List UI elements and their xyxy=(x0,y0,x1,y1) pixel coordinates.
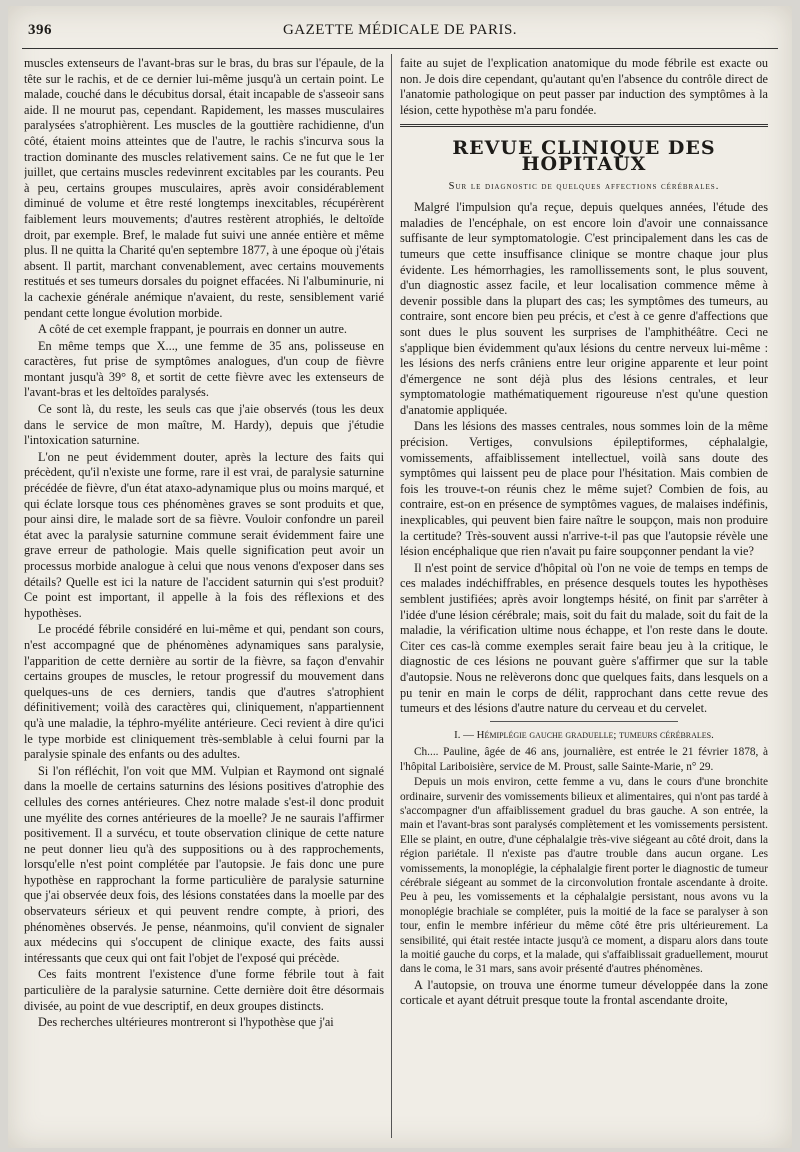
case-heading: I. — Hémiplégie gauche graduelle; tumeurs cérébrales. xyxy=(454,728,714,741)
paragraph: Malgré l'impulsion qu'a reçue, depuis quelques années, l'étude des maladies de l'encéphale, on est encore loin d'avoir une connaissance suffisante de leur symptomatologie. C'est principalement dans les cas de tumeurs que cette insuffisance clinique se montre chaque jour plus évidente. Les hémorrhagies, les ramollissements sont, le plus souvent, d'un diagnostic assez facile, et leur localisation commence même à devenir possible dans la plupart des cas; les symptômes des tumeurs, au contraire, sont encore bien peu précis, et c'est à ce genre d'affections que sont dues le plus souvent les surprises de l'amphithéâtre. Ceci ne s'applique bien évidemment qu'aux lésions du centre nerveux lui-même : les lésions des nerfs crâniens entre leur origine apparente et leur point d'émergence ne sont déjà plus des lésions centrales, et leur symptomatologie mathématiquement rigoureuse n'est qu'une question d'anatomie appliquée. xyxy=(400,200,768,417)
right-column xyxy=(400,56,768,1140)
section-subtitle: Sur le diagnostic de quelques affections cérébrales. xyxy=(448,180,720,192)
masthead-title: GAZETTE MÉDICALE DE PARIS. xyxy=(282,22,518,38)
paragraph: Ces faits montrent l'existence d'une forme fébrile tout à fait particulière de la paralysie saturnine. Cette dernière doit être désormais divisée, au point de vue descriptif, en deux groupes distincts. xyxy=(24,967,384,1013)
paragraph: Des recherches ultérieures montreront si l'hypothèse que j'ai xyxy=(38,1015,334,1030)
paragraph: muscles extenseurs de l'avant-bras sur le bras, du bras sur l'épaule, de la tête sur le rachis, et de ce dernier lui-même jusqu'à un certain point. Le malade, couché dans le décubitus dorsal, était incapable de s'asseoir sans aide. Il ne mourut pas, cependant. Rapidement, les masses musculaires paralysées s'atrophièrent. Les muscles de la gouttière rachidienne, d'un côté, étaient moins atteintes que de l'autre, le rachis s'incurva sous la traction dominante des muscles relativement sains. Ce ne fut que le 1er juillet, que certains muscles redevinrent excitables par les courants. Peu à peu, certains groupes musculaires, après avoir considérablement diminué de volume et être resté longtemps inexcitables, récupérèrent faiblement leurs mouvements; d'autres restèrent atrophiés, le deltoïde droit, par exemple. Bref, le malade fut suivi une année entière et même plus. Il ne quitta la Charité qu'en septembre 1877, à une époque où j'étais absent. Il partit, marchant convenablement, avec certains mouvements restitués et ses tumeurs dorsales du poignet effacées. Ni l'albuminurie, ni la cachexie générale anémique n'avaient, du reste, sensiblement varié pendant cette longue évolution morbide. xyxy=(24,56,384,320)
paragraph: A côté de cet exemple frappant, je pourrais en donner un autre. xyxy=(38,322,348,337)
column-divider xyxy=(391,54,392,1138)
section-title: REVUE CLINIQUE DES HOPITAUX xyxy=(452,137,716,175)
header-rule xyxy=(22,48,778,49)
running-header xyxy=(22,20,778,46)
paragraph: Ce sont là, du reste, les seuls cas que j'aie observés (tous les deux dans le service de mon maître, M. Hardy), depuis que j'étudie l'intoxication saturnine. xyxy=(24,402,384,448)
section-rule xyxy=(400,124,768,127)
page-number: 396 xyxy=(28,22,52,38)
paragraph: Depuis un mois environ, cette femme a vu, dans le cours d'une bronchite ordinaire, survenir des vomissements bilieux et alimentaires, qui n'ont pas tardé à s'accompagner d'un affaiblissement graduel du bras gauche. A son entrée, la main et l'avant-bras sont paralysés complètement et les vomissements persistent. Elle se plaint, en outre, d'une céphalalgie très-vive siégeant au côté droit, dans la région pariétale. Il n'existe pas d'autre trouble dans aucun organe. Les vomissements, la monoplégie, la céphalalgie firent porter le diagnostic de tumeur cérébrale siégeant au sommet de la circonvolution frontale ascendante à droite. Peu à peu, les vomissements et la céphalalgie persistant, nous avons vu la monoplégie brachiale se compléter, puis la moitié de la face se paralyser à son tour, enfin le membre inférieur du même côté être pris ultérieurement. La sensibilité, qui était restée intacte jusqu'à ce moment, a disparu alors dans toute la moitié gauche du corps, et la malade, qui s'affaiblissait graduellement, mourut dans le coma, le 31 mars, sans avoir présenté d'autres phénomènes. xyxy=(400,776,768,976)
paragraph: Le procédé fébrile considéré en lui-même et qui, pendant son cours, n'est accompagné que de phénomènes adynamiques sans paralysie, l'apparition de cette dernière au sortir de la fièvre, sa façon d'envahir certains groupes de muscles, le retour progressif du mouvement dans quelques-uns de ces derniers, tandis que d'autres s'atrophient définitivement; voilà des caractères qui, cliniquement, n'appartiennent qu'à une maladie, la téphro-myélite antérieure. Ceci revient à dire qu'ici le type morbide est cliniquement très-semblable à celui fourni par la paralysie spinale des enfants ou des adultes. xyxy=(24,622,384,762)
case-rule xyxy=(490,721,678,722)
left-column xyxy=(24,56,384,1140)
paragraph: A l'autopsie, on trouva une énorme tumeur développée dans la zone corticale et ayant détruit presque toute la frontal ascendante droite, xyxy=(400,977,768,1008)
paragraph: Il n'est point de service d'hôpital où l'on ne voie de temps en temps de ces malades indéchiffrables, en présence desquels toutes les hypothèses semblent justifiées; après avoir longtemps hésité, on finit par s'arrêter à l'idée d'une lésion cérébrale; mais, soit du fait du malade, soit du fait de la maladie, la vérification ultime nous échappe, et l'on reste dans le doute. Citer ces cas-là comme exemples serait faire beau jeu à la critique, le diagnostic de ces lésions ne pouvant guère s'affirmer que sur la table d'autopsie. Nous ne relèverons donc que quelques faits, dans lesquels on a pu tenir en main le corps de délit, rapprochant dans cette revue des tumeurs et des lésions d'autre nature du cerveau et du cervelet. xyxy=(400,560,768,716)
newspaper-page xyxy=(8,6,792,1148)
paragraph: En même temps que X..., une femme de 35 ans, polisseuse en caractères, fut prise de symptômes analogues, d'un coup de fièvre montant jusqu'à 39° 8, et sortit de cette fièvre avec les extenseurs de l'avant-bras et les deltoïdes paralysés. xyxy=(24,338,384,400)
paragraph: Ch.... Pauline, âgée de 46 ans, journalière, est entrée le 21 février 1878, à l'hôpital Lariboisière, service de M. Proust, salle Sainte-Marie, n° 29. xyxy=(400,746,768,773)
paragraph: L'on ne peut évidemment douter, après la lecture des faits qui précèdent, qu'il n'existe une forme, rare il est vrai, de paralysie saturnine précédée de fièvre, d'un état ataxo-adynamique plus ou moins marqué, et qui éclate lorsque tous ces phénomènes graves se sont produits et que, pour ainsi dire, le malade sort de sa fièvre. Vouloir confondre un pareil état avec la paralysie saturnine commune serait évidemment faire une grave erreur de pathologie. Mais quelle signification peut avoir un processus morbide analogue à celui que nous venons d'exposer dans ses détails? Quelle est ici la nature de l'accident saturnin qui s'est produit? Ce point est important, il appelle à la fois des réflexions et des hypothèses. xyxy=(24,449,384,620)
paragraph: Si l'on réfléchit, l'on voit que MM. Vulpian et Raymond ont signalé dans la moelle de certains saturnins des lésions positives d'atrophie des cellules des cornes antérieures. Chez notre malade s'est-il donc produit une myélite des cornes antérieures de la moelle? Je ne saurais l'affirmer positivement. Il a survécu, et toute observation clinique de cette nature ne peut donner lieu qu'à des suppositions ou à des rapprochements, lorsqu'elle n'est point complétée par l'autopsie. Je fais donc une pure hypothèse en rapprochant la forme particulière de paralysie saturnine que j'ai observée deux fois, des lésions constatées dans la moelle par des observateurs sérieux et qui peuvent rendre compte, à priori, des phénomènes observés. Je pense, néanmoins, qu'il convient de signaler aux médecins qui s'occupent de clinique exacte, des faits aussi intéressants que ceux qui ont fait l'objet de l'exposé qui précède. xyxy=(24,763,384,965)
paragraph: Dans les lésions des masses centrales, nous sommes loin de la même précision. Vertiges, convulsions épileptiformes, céphalalgie, vomissements, affaiblissement intellectuel, voilà sans doute des symptômes qui laissent peu de place pour l'hésitation. Mais combien de fois les trouve-t-on réunis chez le même sujet? Combien de fois, au contraire, est-on en présence de symptômes vagues, de malaises indéfinis, inexplicables, qui peuvent bien faire naître le soupçon, mais non produire la certitude? Très-souvent aussi n'arrive-t-il pas que l'autopsie révèle une lésion encéphalique que rien n'avait pu faire soupçonner pendant la vie? xyxy=(400,419,768,559)
paragraph: faite au sujet de l'explication anatomique du mode fébrile est exacte ou non. Je dois dire cependant, qu'autant qu'en l'absence du contrôle direct de l'anatomie pathologique on peut passer par induction des symptômes à la lésion, cette hypothèse m'a paru fondée. xyxy=(400,56,768,117)
